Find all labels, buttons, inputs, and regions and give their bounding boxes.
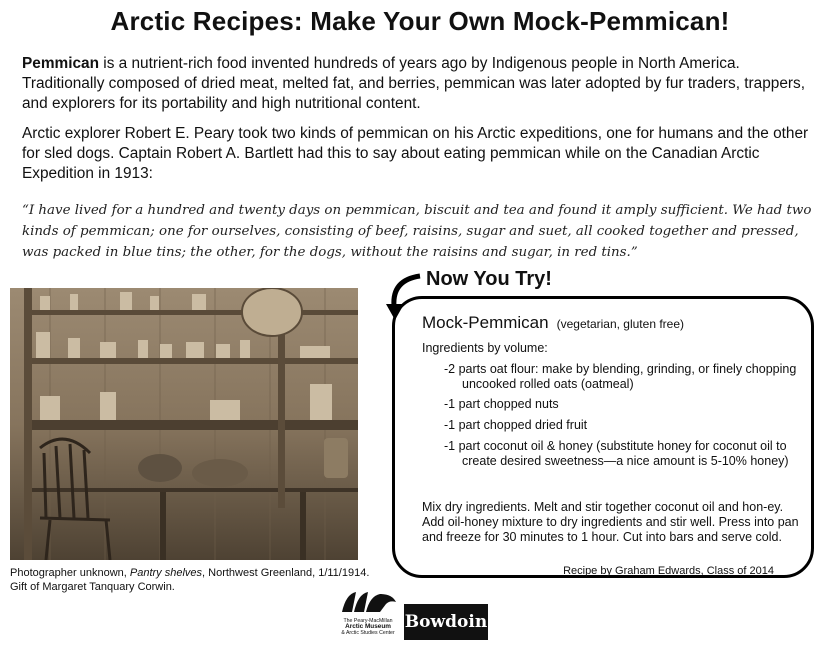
museum-logo-text <box>330 618 406 636</box>
ingredient-item: -1 part coconut oil & honey (substitute honey for coconut oil to create desired sweetness—a nice amount is 5-10% honey) <box>444 439 789 468</box>
intro-paragraph-1-text: is a nutrient-rich food invented hundreds of years ago by Indigenous people in North America. Traditionally composed of dried meat, melted fat, and berries, pemmican was later adopted by fur traders, trappers, and explorers for its portability and high nutritional content. <box>22 55 806 112</box>
intro-term: Pemmican <box>22 55 99 72</box>
caption-suffix: , Northwest Greenland, 1/11/1914. Gift of Margaret Tanquary Corwin. <box>10 567 370 593</box>
caption-prefix: Photographer unknown, <box>10 567 130 579</box>
now-you-try-heading: Now You Try! <box>426 268 552 290</box>
museum-line-2: Arctic Museum <box>345 623 391 630</box>
bartlett-quote: “I have lived for a hundred and twenty days on pemmican, biscuit and tea and found it amply sufficient. We had two kinds of pemmican; one for ourselves, consisting of beef, raisins, sugar and suet, all cooked together and pressed, was packed in blue tins; the other, for the dogs, without the raisins and sugar, in red tins.” <box>22 203 812 260</box>
recipe-title <box>422 313 684 333</box>
page-title: Arctic Recipes: Make Your Own Mock-Pemmican! <box>110 6 730 36</box>
ingredient-item: -1 part chopped dried fruit <box>444 418 588 432</box>
museum-line-1: The Peary-MacMillan <box>343 618 393 624</box>
ingredient-item: -2 parts oat flour: make by blending, grinding, or finely chopping uncooked rolled oats (oatmeal) <box>444 362 797 391</box>
photo-caption <box>10 566 370 594</box>
museum-line-3: & Arctic Studies Center <box>341 630 395 636</box>
ingredients-heading: Ingredients by volume: <box>422 341 548 355</box>
recipe-credit: Recipe by Graham Edwards, Class of 2014 <box>563 565 774 577</box>
pantry-photo-drawing <box>10 288 358 560</box>
intro-paragraph-1 <box>22 54 822 114</box>
recipe-name: Mock-Pemmican <box>422 313 549 332</box>
recipe-subtitle: (vegetarian, gluten free) <box>556 317 684 331</box>
intro-paragraph-2: Arctic explorer Robert E. Peary took two kinds of pemmican on his Arctic expeditions, one for humans and the other for sled dogs. Captain Robert A. Bartlett had this to say about eating pemmican while on the Canadian Arctic Expedition in 1913: <box>22 125 809 182</box>
pantry-photo <box>10 288 358 560</box>
ingredient-item: -1 part chopped nuts <box>444 397 559 411</box>
caption-title: Pantry shelves <box>129 567 203 579</box>
recipe-directions: Mix dry ingredients. Melt and stir together coconut oil and hon-ey. Add oil-honey mixture to dry ingredients and stir well. Press into pan and freeze for 30 minutes to 1 hour. Cut into bars and serve cold. <box>422 500 799 544</box>
bowdoin-logo: Bowdoin <box>404 604 488 640</box>
